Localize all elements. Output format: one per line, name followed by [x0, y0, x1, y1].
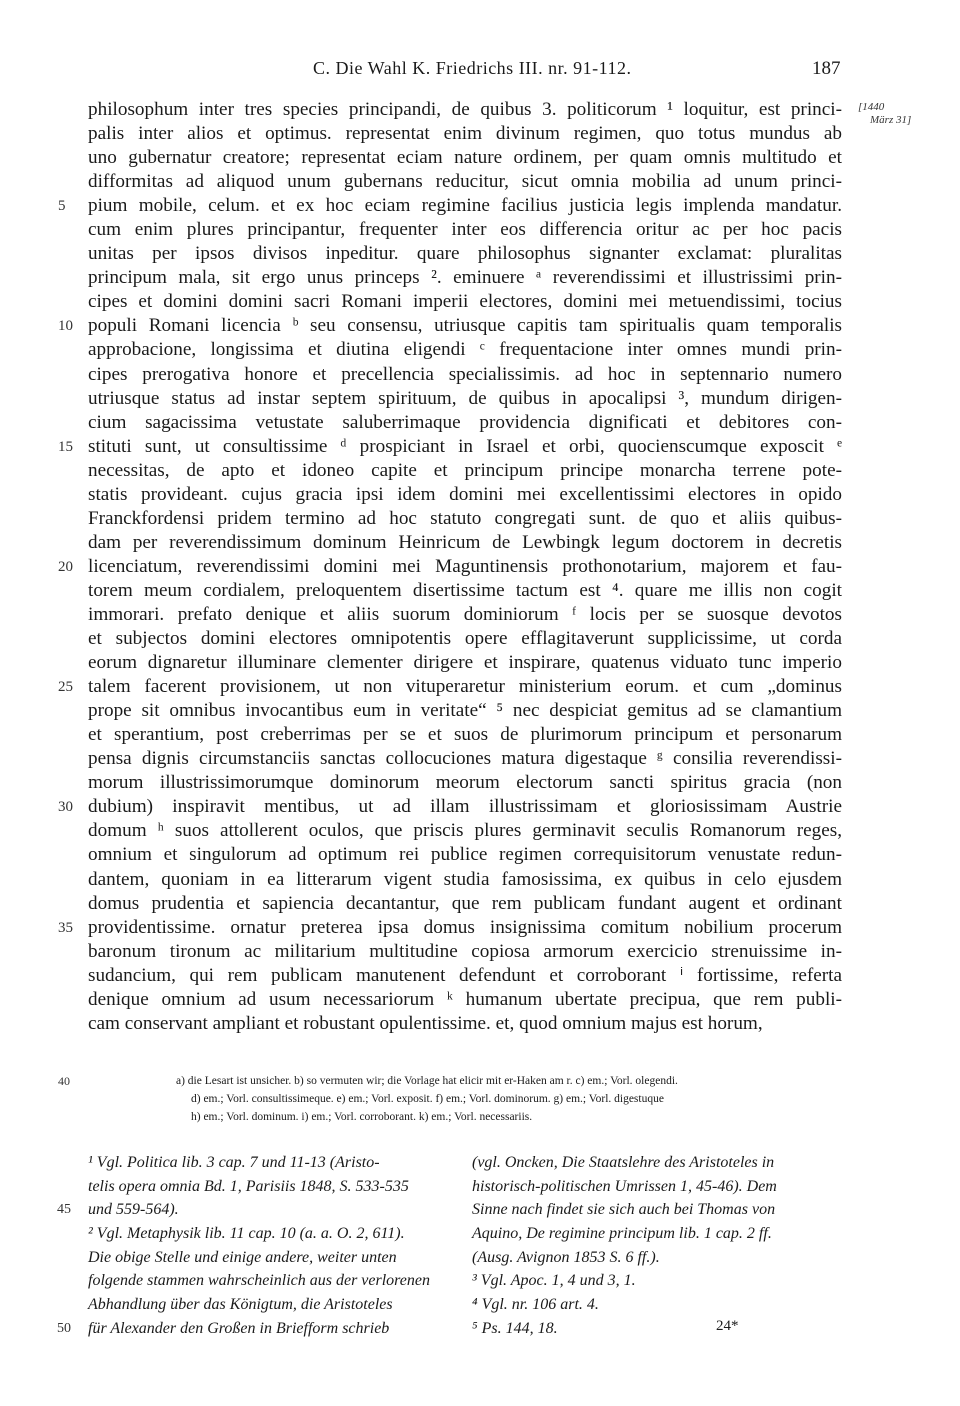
running-title: C. Die Wahl K. Friedrichs III. nr. 91-112. [313, 58, 632, 78]
line-text: cium sagacissima vetustate saluberrimaque providencia dignificati et debitores con- [88, 411, 842, 433]
text-line [88, 627, 842, 651]
line-text: denique omnium ad usum necessariorum ᵏ humanum ubertate precipua, que rem publi- [88, 988, 842, 1010]
footnote-text: für Alexander den Großen in Briefform schrieb [88, 1319, 390, 1337]
text-line [88, 170, 842, 194]
line-text: domus prudentia et sapiencia decantantur, que rem publicam fundant augent et ordinant [88, 892, 842, 914]
line-text: statis provideant. cujus gracia ipsi idem domini mei excellentissimi electores in opido [88, 483, 842, 505]
line-text: providentissime. ornatur preterea ipsa domus insignissima comitum nobilium procerum [88, 916, 842, 938]
line-number: 50 [57, 1320, 71, 1336]
line-number: 15 [58, 438, 73, 455]
text-line [88, 603, 842, 627]
text-line [88, 411, 842, 435]
footnote-line [57, 1317, 458, 1341]
footnote-line [472, 1175, 842, 1199]
line-text: cam conservant ampliant et robustant opulentissime. et, quod omnium majus est horum, [88, 1012, 763, 1034]
line-text: cipes prerogativa honore et precellencia specialissimis. ad hoc in septennario numero [88, 363, 842, 385]
text-line [88, 531, 842, 555]
text-line [88, 699, 842, 723]
text-line [58, 555, 842, 579]
text-line [58, 194, 842, 218]
line-text: baronum tironum ac militarium multitudine copiosa armorum exercicio strenuissime in- [88, 940, 842, 962]
text-line [88, 338, 842, 362]
line-text: immorari. prefato denique et aliis suorum dominiorum ᶠ locis per se suosque devotos [88, 603, 842, 625]
line-text: populi Romani licencia ᵇ seu consensu, utriusque capitis tam spiritualis quam temporalis [88, 315, 842, 337]
text-line [88, 242, 842, 266]
text-line [88, 122, 842, 146]
line-text: domum ʰ suos attollerent oculos, que priscis plures germinavit seculis Romanorum reges, [88, 820, 842, 842]
line-number: 40 [58, 1074, 70, 1088]
line-text: pensa dignis circumstanciis sanctas collocuciones matura digestaque ᵍ consilia reverendissi- [88, 748, 842, 770]
line-text: eorum dignaretur illuminare clementer dirigere et inspirare, quatenus viduato tunc imperio [88, 652, 842, 674]
line-text: et subjectos domini electores omnipotentis opere efflagitaverunt supplicissime, ut corda [88, 628, 842, 650]
text-line [88, 387, 842, 411]
footnote-line [88, 1293, 458, 1317]
line-text: pium mobile, celum. et ex hoc eciam regimine facilius justicia legis implenda mandatur. [88, 195, 842, 217]
text-line [88, 218, 842, 242]
text-line [88, 988, 842, 1012]
text-line [88, 266, 842, 290]
footnote-text: ⁵ Ps. 144, 18. [472, 1319, 558, 1337]
line-text: Franckfordensi pridem termino ad hoc statuto congregati sunt. de quo et aliis quibus- [88, 507, 842, 529]
text-line [88, 98, 842, 122]
footnote-line [88, 1269, 458, 1293]
line-text: licenciatum, reverendissimi domini mei Maguntinensis prothonotarium, majorem et fau- [88, 555, 842, 577]
line-text: stituti sunt, ut consultissime ᵈ prospiciant in Israel et orbi, quocienscumque exposcit ᵉ [88, 435, 842, 457]
footnote-line [472, 1293, 842, 1317]
line-text: cipes et domini domini sacri Romani imperii electores, domini mei metuendissimi, tocius [88, 291, 842, 313]
footnote-line [88, 1246, 458, 1270]
text-line [88, 892, 842, 916]
footnote-text: ¹ Vgl. Politica lib. 3 cap. 7 und 11-13 (Aristo- [88, 1154, 380, 1171]
margin-note-line: März 31] [870, 114, 912, 126]
apparatus-line [0, 1108, 960, 1126]
line-text: prope sit omnibus invocantibus eum in veritate“ ⁵ nec despiciat gemitus ad se clamantium [88, 700, 842, 722]
apparatus-text: d) em.; Vorl. consultissimeque. e) em.; Vorl. exposit. f) em.; Vorl. dominorum. g) em.; Vorl. digestuque [191, 1093, 664, 1105]
line-number: 10 [58, 318, 73, 335]
footnote-line [472, 1222, 842, 1246]
running-head [0, 58, 960, 88]
line-number: 20 [58, 558, 73, 575]
text-line [88, 507, 842, 531]
line-text: dantem, quoniam in ea litterarum vigent studia famosissima, ex quibus in celo ejusdem [88, 868, 842, 890]
line-text: philosophum inter tres species principandi, de quibus 3. politicorum ¹ loquitur, est princi- [88, 99, 842, 120]
line-text: torem meum cordialem, preloquentem disertissime tactum est ⁴. quare me illis non cogit [88, 579, 842, 601]
line-text: utriusque status ad instar septem spirituum, de quibus in apocalipsi ³, mundum dirigen- [88, 387, 842, 409]
apparatus-text: a) die Lesart ist unsicher. b) so vermuten wir; die Vorlage hat elicir mit er-Haken am r. c) em.; Vorl. olegendi. [176, 1075, 678, 1087]
footnote-line [472, 1198, 842, 1222]
text-line [88, 940, 842, 964]
sheet-signature: 24* [716, 1318, 739, 1334]
main-text [58, 98, 842, 1036]
footnote-text: ² Vgl. Metaphysik lib. 11 cap. 10 (a. a. O. 2, 611). [88, 1225, 405, 1243]
footnotes-left-column [57, 1151, 458, 1341]
text-line [88, 771, 842, 795]
line-text: necessitas, de apto et idoneo capite et principum principe monarcha terrene pote- [88, 459, 842, 481]
footnote-text: und 559-564). [88, 1201, 179, 1219]
text-line [88, 579, 842, 603]
line-text: talem facerent provisionem, ut non vituperaretur ministerium eorum. et cum „dominus [88, 676, 842, 698]
text-line [88, 290, 842, 314]
footnote-line [88, 1222, 458, 1246]
line-number: 45 [57, 1202, 71, 1218]
text-line [88, 483, 842, 507]
footnotes-right-column [472, 1151, 842, 1341]
footnote-text: ⁴ Vgl. nr. 106 art. 4. [472, 1296, 599, 1314]
text-line [88, 651, 842, 675]
line-text: approbacione, longissima et diutina eligendi ᶜ frequentacione inter omnes mundi prin- [88, 339, 842, 361]
text-line [58, 435, 842, 459]
footnote-line [472, 1151, 842, 1175]
footnote-text: Aquino, De regimine principum lib. 1 cap. 2 ff. [472, 1225, 772, 1243]
line-text: et sperantium, post creberrimas per se et suos de plurimorum principum et personarum [88, 724, 842, 746]
footnote-line [472, 1246, 842, 1270]
line-number: 30 [58, 799, 73, 816]
footnote-line [88, 1151, 458, 1175]
line-text: dubium) inspiravit mentibus, ut ad illam illustrissimam et gloriosissimam Austrie [88, 796, 842, 818]
line-text: uno gubernatur creatore; representat eciam nature ordinem, per quam omnis multitudo et [88, 147, 842, 169]
footnote-text: (vgl. Oncken, Die Staatslehre des Aristoteles in [472, 1154, 775, 1171]
line-text: omnium et singulorum ad optimum rei publice regimen correquisitorum venustate redun- [88, 844, 842, 866]
text-line [88, 868, 842, 892]
line-text: unitas per ipsos divisos inpeditur. quare philosophus signanter exclamat: pluralitas [88, 243, 842, 265]
text-line [88, 964, 842, 988]
footnote-line [57, 1198, 458, 1222]
line-text: morum illustrissimorumque dominorum meorum electorum sancti spiritus gracia (non [88, 772, 842, 794]
text-line [88, 146, 842, 170]
line-number: 5 [58, 198, 66, 215]
apparatus-line [0, 1090, 960, 1108]
footnote-text: Sinne nach findet sie sich auch bei Thomas von [472, 1201, 776, 1219]
footnote-text: (Ausg. Avignon 1853 S. 6 ff.). [472, 1248, 660, 1266]
line-text: dam per reverendissimum dominum Heinricum de Lewbingk legum doctorem in decretis [88, 531, 842, 553]
page-number: 187 [812, 58, 841, 79]
line-text: palis inter alios et optimus. representat enim divinum regimen, quo totus mundus ab [88, 123, 842, 145]
text-line [88, 747, 842, 771]
text-line [88, 363, 842, 387]
text-line [58, 314, 842, 338]
line-text: cum enim plures principantur, frequenter inter eos differencia oritur ac per hoc pacis [88, 219, 842, 241]
text-line [88, 459, 842, 483]
text-line [58, 675, 842, 699]
footnote-line [88, 1175, 458, 1199]
line-text: difformitas ad aliquod unum gubernans reducitur, sicut omnia mobilia ad unum princi- [88, 171, 842, 193]
line-text: principum mala, sit ergo unus princeps ². eminuere ᵃ reverendissimi et illustrissimi prin- [88, 267, 842, 289]
text-line [58, 795, 842, 819]
margin-note-line: [1440 [858, 101, 885, 113]
footnote-text: telis opera omnia Bd. 1, Parisiis 1848, S. 533-535 [88, 1177, 409, 1195]
line-text: sudancium, qui rem publicam manutenent defendunt et corroborant ⁱ fortissime, referta [88, 964, 842, 986]
text-line [88, 1012, 842, 1036]
text-line [88, 819, 842, 843]
footnote-line [472, 1269, 842, 1293]
text-line [88, 723, 842, 747]
margin-date-note [858, 101, 918, 127]
line-number: 35 [58, 919, 73, 936]
footnote-text: folgende stammen wahrscheinlich aus der verlorenen [88, 1272, 431, 1290]
footnote-text: historisch-politischen Umrissen 1, 45-46). Dem [472, 1177, 777, 1195]
footnote-text: ³ Vgl. Apoc. 1, 4 und 3, 1. [472, 1272, 636, 1290]
line-number: 25 [58, 679, 73, 696]
text-line [58, 916, 842, 940]
footnote-line [472, 1317, 842, 1341]
apparatus-text: h) em.; Vorl. dominum. i) em.; Vorl. corroborant. k) em.; Vorl. necessariis. [191, 1111, 533, 1123]
footnote-text: Abhandlung über das Königtum, die Aristoteles [88, 1296, 393, 1314]
apparatus-line [0, 1072, 960, 1090]
critical-apparatus [0, 1072, 960, 1126]
text-line [88, 843, 842, 867]
footnote-text: Die obige Stelle und einige andere, weiter unten [88, 1248, 397, 1266]
